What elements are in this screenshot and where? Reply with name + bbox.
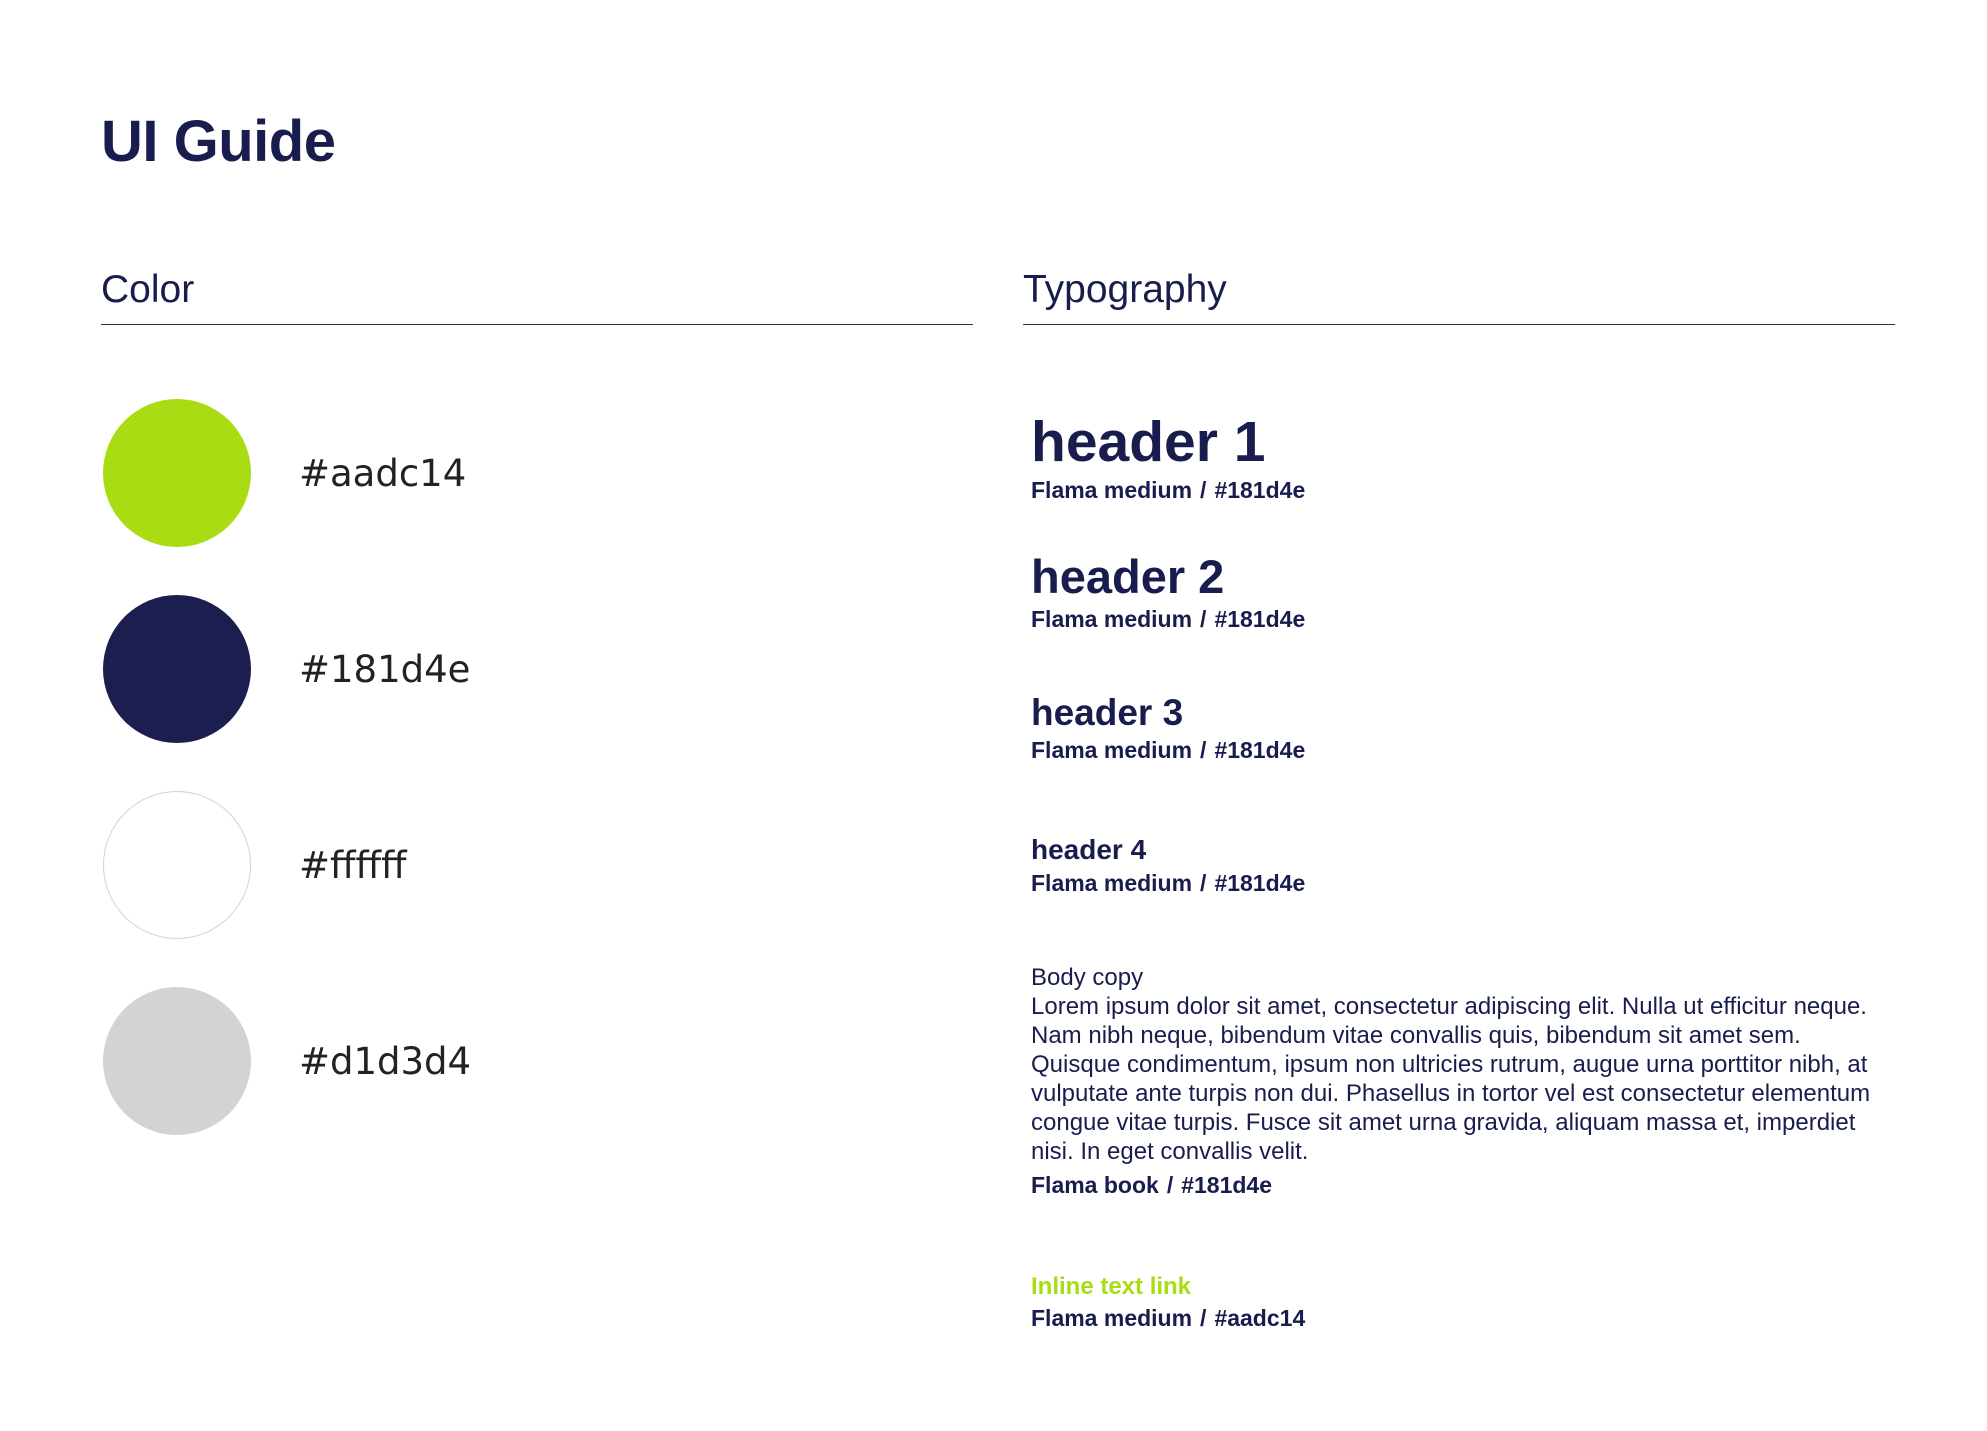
typography-header-1 xyxy=(1031,410,1306,504)
body-copy-separator: / xyxy=(1166,1172,1174,1198)
header-4-sample: header 4 xyxy=(1031,834,1147,865)
color-section-heading: Color xyxy=(101,269,973,325)
header-1-spec xyxy=(1031,477,1305,504)
color-swatch-row-gray xyxy=(103,987,471,1135)
header-1-sample: header 1 xyxy=(1031,410,1266,474)
header-2-font: Flama medium xyxy=(1031,606,1193,632)
color-swatch-row-navy xyxy=(103,595,470,743)
header-3-sample: header 3 xyxy=(1031,692,1184,733)
color-swatch-navy xyxy=(103,595,251,743)
header-4-spec xyxy=(1031,870,1305,897)
header-1-color: #181d4e xyxy=(1214,477,1306,503)
color-code-lime: #aadc14 xyxy=(299,451,467,495)
body-copy-label: Body copy xyxy=(1031,964,1144,991)
color-swatch-row-white xyxy=(103,791,406,939)
header-4-font: Flama medium xyxy=(1031,870,1193,896)
page-title: UI Guide xyxy=(101,109,336,174)
color-code-navy: #181d4e xyxy=(299,647,471,691)
header-4-color: #181d4e xyxy=(1214,870,1306,896)
header-1-separator: / xyxy=(1200,477,1207,503)
header-2-sample: header 2 xyxy=(1031,550,1225,603)
header-3-color: #181d4e xyxy=(1214,737,1306,763)
color-code-white: #ffffff xyxy=(299,843,407,887)
typography-section-heading: Typography xyxy=(1023,269,1895,325)
header-3-font: Flama medium xyxy=(1031,737,1193,763)
typography-header-3 xyxy=(1031,694,1305,764)
inline-link-color: #aadc14 xyxy=(1214,1305,1306,1331)
header-2-separator: / xyxy=(1200,606,1207,632)
body-copy-spec xyxy=(1031,1172,1893,1199)
typography-header-2 xyxy=(1031,550,1306,633)
header-3-separator: / xyxy=(1200,737,1207,763)
header-2-spec xyxy=(1031,606,1305,633)
body-copy-font: Flama book xyxy=(1031,1172,1159,1198)
color-swatch-lime xyxy=(103,399,251,547)
color-swatch-white xyxy=(103,791,251,939)
inline-link-spec xyxy=(1031,1305,1305,1332)
inline-link-separator: / xyxy=(1200,1305,1207,1331)
color-swatch-gray xyxy=(103,987,251,1135)
color-swatch-row-lime xyxy=(103,399,466,547)
body-copy-color: #181d4e xyxy=(1181,1172,1273,1198)
inline-link-font: Flama medium xyxy=(1031,1305,1193,1331)
typography-header-4 xyxy=(1031,836,1305,897)
header-4-separator: / xyxy=(1200,870,1207,896)
header-3-spec xyxy=(1031,737,1305,764)
color-code-gray: #d1d3d4 xyxy=(299,1039,472,1083)
header-2-color: #181d4e xyxy=(1214,606,1306,632)
inline-text-link[interactable]: Inline text link xyxy=(1031,1273,1192,1300)
typography-inline-link xyxy=(1031,1273,1305,1332)
typography-body-copy xyxy=(1031,963,1893,1199)
body-copy-text: Lorem ipsum dolor sit amet, consectetur adipiscing elit. Nulla ut efficitur neque. Nam nibh neque, bibendum vitae convallis quis, bibendum sit amet sem. Quisque condimentum, ipsum non ultricies rutrum, augue urna porttitor nibh, at vulputate ante turpis non dui. Phasellus in tortor vel est consectetur elementum congue vitae turpis. Fusce sit amet urna gravida, aliquam massa et, imperdiet nisi. In eget convallis velit. xyxy=(1031,993,1871,1165)
header-1-font: Flama medium xyxy=(1031,477,1193,503)
